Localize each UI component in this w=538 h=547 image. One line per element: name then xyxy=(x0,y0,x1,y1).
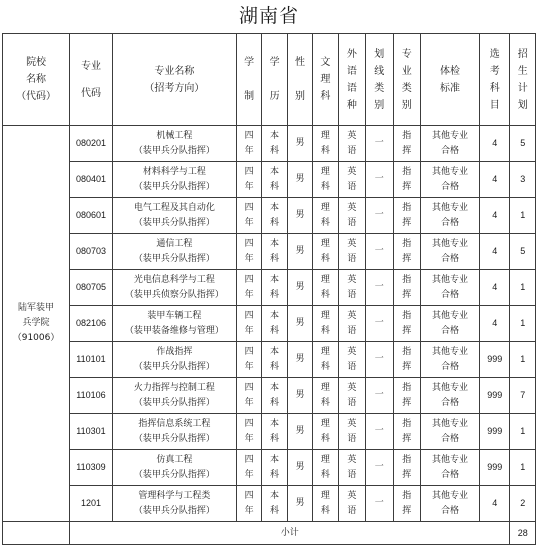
language-cell: 英语 xyxy=(338,378,365,414)
major-type-cell: 指挥 xyxy=(393,270,420,306)
major-type-cell: 指挥 xyxy=(393,162,420,198)
subtotal-plan: 28 xyxy=(510,522,536,545)
subtotal-row xyxy=(3,522,536,545)
physical-cell: 其他专业 合格 xyxy=(420,234,479,270)
plan-cell: 2 xyxy=(510,486,536,522)
admission-plan-table xyxy=(2,33,536,545)
line-type-cell: 一 xyxy=(366,342,393,378)
education-cell: 本科 xyxy=(262,414,287,450)
major-code-cell: 110301 xyxy=(70,414,113,450)
major-name-cell: 材料科学与工程 （装甲兵分队指挥） xyxy=(112,162,236,198)
major-type-cell: 指挥 xyxy=(393,486,420,522)
duration-cell: 四年 xyxy=(236,414,261,450)
physical-cell: 其他专业 合格 xyxy=(420,414,479,450)
education-cell: 本科 xyxy=(262,486,287,522)
language-cell: 英语 xyxy=(338,306,365,342)
elective-cell: 4 xyxy=(479,306,510,342)
major-name-cell: 光电信息科学与工程 （装甲兵侦察分队指挥） xyxy=(112,270,236,306)
major-code-cell: 080705 xyxy=(70,270,113,306)
gender-cell: 男 xyxy=(287,270,312,306)
subtotal-spacer xyxy=(3,522,70,545)
major-code-cell: 080601 xyxy=(70,198,113,234)
header-physical: 体检标准 xyxy=(420,34,479,126)
education-cell: 本科 xyxy=(262,198,287,234)
major-type-cell: 指挥 xyxy=(393,450,420,486)
elective-cell: 999 xyxy=(479,414,510,450)
line-type-cell: 一 xyxy=(366,234,393,270)
major-code-cell: 110106 xyxy=(70,378,113,414)
major-name-cell: 火力指挥与控制工程 （装甲兵分队指挥） xyxy=(112,378,236,414)
header-elective: 选考科目 xyxy=(479,34,510,126)
table-row xyxy=(3,306,536,342)
physical-cell: 其他专业 合格 xyxy=(420,486,479,522)
header-school: 院校 名称 （代码） xyxy=(3,34,70,126)
major-type-cell: 指挥 xyxy=(393,414,420,450)
subtotal-label: 小计 xyxy=(70,522,510,545)
header-major-code: 专业 代码 xyxy=(70,34,113,126)
education-cell: 本科 xyxy=(262,162,287,198)
line-type-cell: 一 xyxy=(366,486,393,522)
subject-cell: 理科 xyxy=(313,234,338,270)
header-gender: 性别 xyxy=(287,34,312,126)
subject-cell: 理科 xyxy=(313,162,338,198)
elective-cell: 4 xyxy=(479,198,510,234)
plan-cell: 1 xyxy=(510,198,536,234)
subject-cell: 理科 xyxy=(313,198,338,234)
subject-cell: 理科 xyxy=(313,270,338,306)
duration-cell: 四年 xyxy=(236,162,261,198)
physical-cell: 其他专业 合格 xyxy=(420,378,479,414)
duration-cell: 四年 xyxy=(236,270,261,306)
gender-cell: 男 xyxy=(287,342,312,378)
duration-cell: 四年 xyxy=(236,198,261,234)
elective-cell: 999 xyxy=(479,342,510,378)
subject-cell: 理科 xyxy=(313,342,338,378)
line-type-cell: 一 xyxy=(366,306,393,342)
subject-cell: 理科 xyxy=(313,126,338,162)
major-type-cell: 指挥 xyxy=(393,378,420,414)
line-type-cell: 一 xyxy=(366,414,393,450)
gender-cell: 男 xyxy=(287,126,312,162)
subject-cell: 理科 xyxy=(313,306,338,342)
header-row xyxy=(3,34,536,126)
elective-cell: 4 xyxy=(479,162,510,198)
gender-cell: 男 xyxy=(287,234,312,270)
duration-cell: 四年 xyxy=(236,378,261,414)
major-type-cell: 指挥 xyxy=(393,234,420,270)
elective-cell: 4 xyxy=(479,234,510,270)
language-cell: 英语 xyxy=(338,270,365,306)
major-type-cell: 指挥 xyxy=(393,126,420,162)
major-name-cell: 指挥信息系统工程 （装甲兵分队指挥） xyxy=(112,414,236,450)
physical-cell: 其他专业 合格 xyxy=(420,126,479,162)
line-type-cell: 一 xyxy=(366,270,393,306)
major-code-cell: 110309 xyxy=(70,450,113,486)
header-duration: 学制 xyxy=(236,34,261,126)
elective-cell: 999 xyxy=(479,450,510,486)
language-cell: 英语 xyxy=(338,162,365,198)
plan-cell: 3 xyxy=(510,162,536,198)
duration-cell: 四年 xyxy=(236,486,261,522)
language-cell: 英语 xyxy=(338,486,365,522)
table-row xyxy=(3,486,536,522)
table-row xyxy=(3,126,536,162)
header-major-name: 专业名称 （招考方向） xyxy=(112,34,236,126)
education-cell: 本科 xyxy=(262,378,287,414)
elective-cell: 4 xyxy=(479,126,510,162)
major-name-cell: 作战指挥 （装甲兵分队指挥） xyxy=(112,342,236,378)
plan-cell: 1 xyxy=(510,414,536,450)
physical-cell: 其他专业 合格 xyxy=(420,270,479,306)
table-row xyxy=(3,270,536,306)
major-name-cell: 装甲车辆工程 （装甲装备维修与管理） xyxy=(112,306,236,342)
major-name-cell: 管理科学与工程类 （装甲兵分队指挥） xyxy=(112,486,236,522)
language-cell: 英语 xyxy=(338,450,365,486)
major-name-cell: 机械工程 （装甲兵分队指挥） xyxy=(112,126,236,162)
plan-cell: 1 xyxy=(510,306,536,342)
gender-cell: 男 xyxy=(287,198,312,234)
school-cell: 陆军装甲兵学院 （91006） xyxy=(3,126,70,522)
table-row xyxy=(3,234,536,270)
physical-cell: 其他专业 合格 xyxy=(420,450,479,486)
table-row xyxy=(3,198,536,234)
elective-cell: 4 xyxy=(479,270,510,306)
physical-cell: 其他专业 合格 xyxy=(420,162,479,198)
language-cell: 英语 xyxy=(338,198,365,234)
gender-cell: 男 xyxy=(287,306,312,342)
language-cell: 英语 xyxy=(338,126,365,162)
education-cell: 本科 xyxy=(262,126,287,162)
header-line-type: 划线类别 xyxy=(366,34,393,126)
subject-cell: 理科 xyxy=(313,378,338,414)
major-name-cell: 仿真工程 （装甲兵分队指挥） xyxy=(112,450,236,486)
header-plan: 招生计划 xyxy=(510,34,536,126)
table-row xyxy=(3,162,536,198)
header-education: 学历 xyxy=(262,34,287,126)
subject-cell: 理科 xyxy=(313,486,338,522)
duration-cell: 四年 xyxy=(236,342,261,378)
duration-cell: 四年 xyxy=(236,126,261,162)
gender-cell: 男 xyxy=(287,414,312,450)
subject-cell: 理科 xyxy=(313,450,338,486)
plan-cell: 1 xyxy=(510,270,536,306)
line-type-cell: 一 xyxy=(366,378,393,414)
plan-cell: 1 xyxy=(510,342,536,378)
physical-cell: 其他专业 合格 xyxy=(420,342,479,378)
major-code-cell: 082106 xyxy=(70,306,113,342)
major-name-cell: 通信工程 （装甲兵分队指挥） xyxy=(112,234,236,270)
physical-cell: 其他专业 合格 xyxy=(420,198,479,234)
major-code-cell: 080201 xyxy=(70,126,113,162)
gender-cell: 男 xyxy=(287,450,312,486)
header-subject: 文理科 xyxy=(313,34,338,126)
elective-cell: 999 xyxy=(479,378,510,414)
line-type-cell: 一 xyxy=(366,450,393,486)
line-type-cell: 一 xyxy=(366,126,393,162)
line-type-cell: 一 xyxy=(366,198,393,234)
language-cell: 英语 xyxy=(338,414,365,450)
major-name-cell: 电气工程及其自动化 （装甲兵分队指挥） xyxy=(112,198,236,234)
table-row xyxy=(3,414,536,450)
education-cell: 本科 xyxy=(262,234,287,270)
major-type-cell: 指挥 xyxy=(393,306,420,342)
header-major-type: 专业类别 xyxy=(393,34,420,126)
education-cell: 本科 xyxy=(262,306,287,342)
education-cell: 本科 xyxy=(262,450,287,486)
line-type-cell: 一 xyxy=(366,162,393,198)
gender-cell: 男 xyxy=(287,378,312,414)
table-row xyxy=(3,342,536,378)
physical-cell: 其他专业 合格 xyxy=(420,306,479,342)
province-title: 湖南省 xyxy=(238,5,299,27)
plan-cell: 5 xyxy=(510,126,536,162)
education-cell: 本科 xyxy=(262,270,287,306)
education-cell: 本科 xyxy=(262,342,287,378)
major-code-cell: 080401 xyxy=(70,162,113,198)
plan-cell: 1 xyxy=(510,450,536,486)
subject-cell: 理科 xyxy=(313,414,338,450)
major-type-cell: 指挥 xyxy=(393,198,420,234)
major-code-cell: 110101 xyxy=(70,342,113,378)
duration-cell: 四年 xyxy=(236,306,261,342)
language-cell: 英语 xyxy=(338,234,365,270)
duration-cell: 四年 xyxy=(236,450,261,486)
header-language: 外语语种 xyxy=(338,34,365,126)
duration-cell: 四年 xyxy=(236,234,261,270)
gender-cell: 男 xyxy=(287,486,312,522)
elective-cell: 4 xyxy=(479,486,510,522)
table-row xyxy=(3,450,536,486)
language-cell: 英语 xyxy=(338,342,365,378)
plan-cell: 5 xyxy=(510,234,536,270)
table-row xyxy=(3,378,536,414)
plan-cell: 7 xyxy=(510,378,536,414)
major-code-cell: 1201 xyxy=(70,486,113,522)
gender-cell: 男 xyxy=(287,162,312,198)
major-code-cell: 080703 xyxy=(70,234,113,270)
major-type-cell: 指挥 xyxy=(393,342,420,378)
